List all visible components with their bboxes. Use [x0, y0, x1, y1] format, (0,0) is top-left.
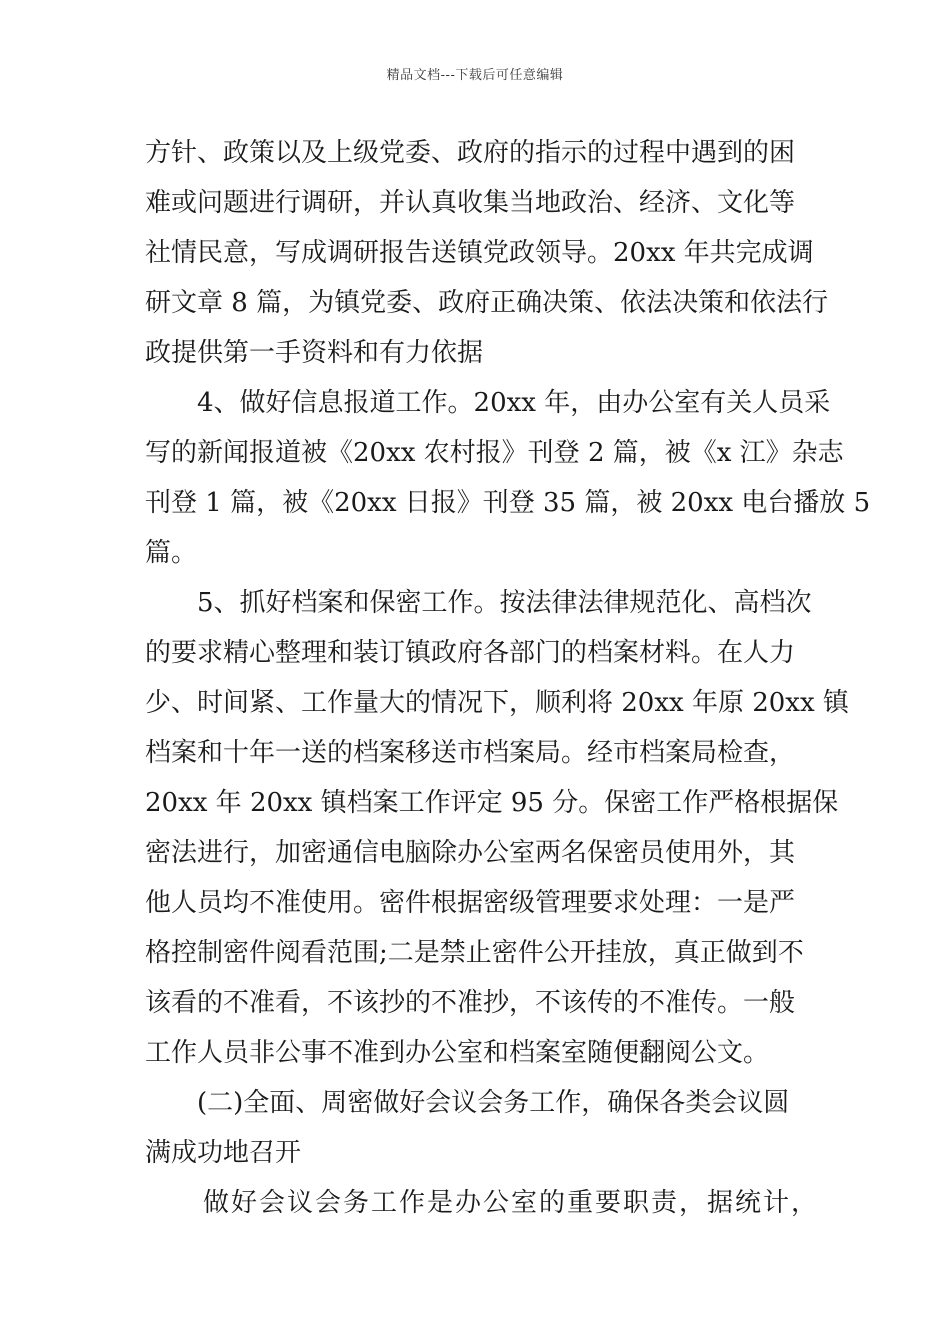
text-line: 4、做好信息报道工作。20xx 年，由办公室有关人员采 [197, 388, 831, 418]
text-line: 政提供第一手资料和有力依据 [145, 338, 484, 368]
text-line: 写的新闻报道被《20xx 农村报》刊登 2 篇，被《x 江》杂志 [145, 438, 844, 468]
paragraph-research [145, 128, 829, 378]
text-line: 格控制密件阅看范围;二是禁止密件公开挂放，真正做到不 [145, 938, 804, 968]
text-line: 刊登 1 篇，被《20xx 日报》刊登 35 篇，被 20xx 电台播放 5 [145, 488, 871, 518]
text-line: (二)全面、周密做好会议会务工作，确保各类会议圆 [197, 1088, 790, 1118]
text-line: 该看的不准看，不该抄的不准抄，不该传的不准传。一般 [145, 988, 796, 1018]
text-line: 他人员均不准使用。密件根据密级管理要求处理：一是严 [145, 888, 796, 918]
text-line: 难或问题进行调研，并认真收集当地政治、经济、文化等 [145, 188, 796, 218]
text-line: 的要求精心整理和装订镇政府各部门的档案材料。在人力 [145, 638, 796, 668]
text-line: 社情民意，写成调研报告送镇党政领导。20xx 年共完成调 [145, 238, 814, 268]
page-header: 精品文档---下载后可任意编辑 [386, 68, 564, 83]
text-line: 篇。 [145, 538, 198, 568]
text-line: 方针、政策以及上级党委、政府的指示的过程中遇到的困 [145, 138, 796, 168]
text-line: 工作人员非公事不准到办公室和档案室随便翻阅公文。 [145, 1038, 770, 1068]
text-line: 研文章 8 篇，为镇党委、政府正确决策、依法决策和依法行 [145, 288, 829, 318]
text-line: 密法进行，加密通信电脑除办公室两名保密员使用外，其 [145, 838, 796, 868]
paragraph-archives-security [145, 578, 849, 1078]
text-line: 满成功地召开 [145, 1138, 302, 1168]
text-line: 少、时间紧、工作量大的情况下，顺利将 20xx 年原 20xx 镇 [145, 688, 849, 718]
text-line: 做好会议会务工作是办公室的重要职责，据统计， [203, 1188, 820, 1218]
document-body [145, 128, 871, 1228]
text-line: 5、抓好档案和保密工作。按法律法律规范化、高档次 [197, 588, 812, 618]
paragraph-meeting-work [145, 1178, 820, 1228]
paragraph-news-reporting [145, 378, 871, 578]
text-line: 档案和十年一送的档案移送市档案局。经市档案局检查， [145, 738, 796, 768]
text-line: 20xx 年 20xx 镇档案工作评定 95 分。保密工作严格根据保 [145, 788, 839, 818]
paragraph-meeting-heading [145, 1078, 810, 1178]
